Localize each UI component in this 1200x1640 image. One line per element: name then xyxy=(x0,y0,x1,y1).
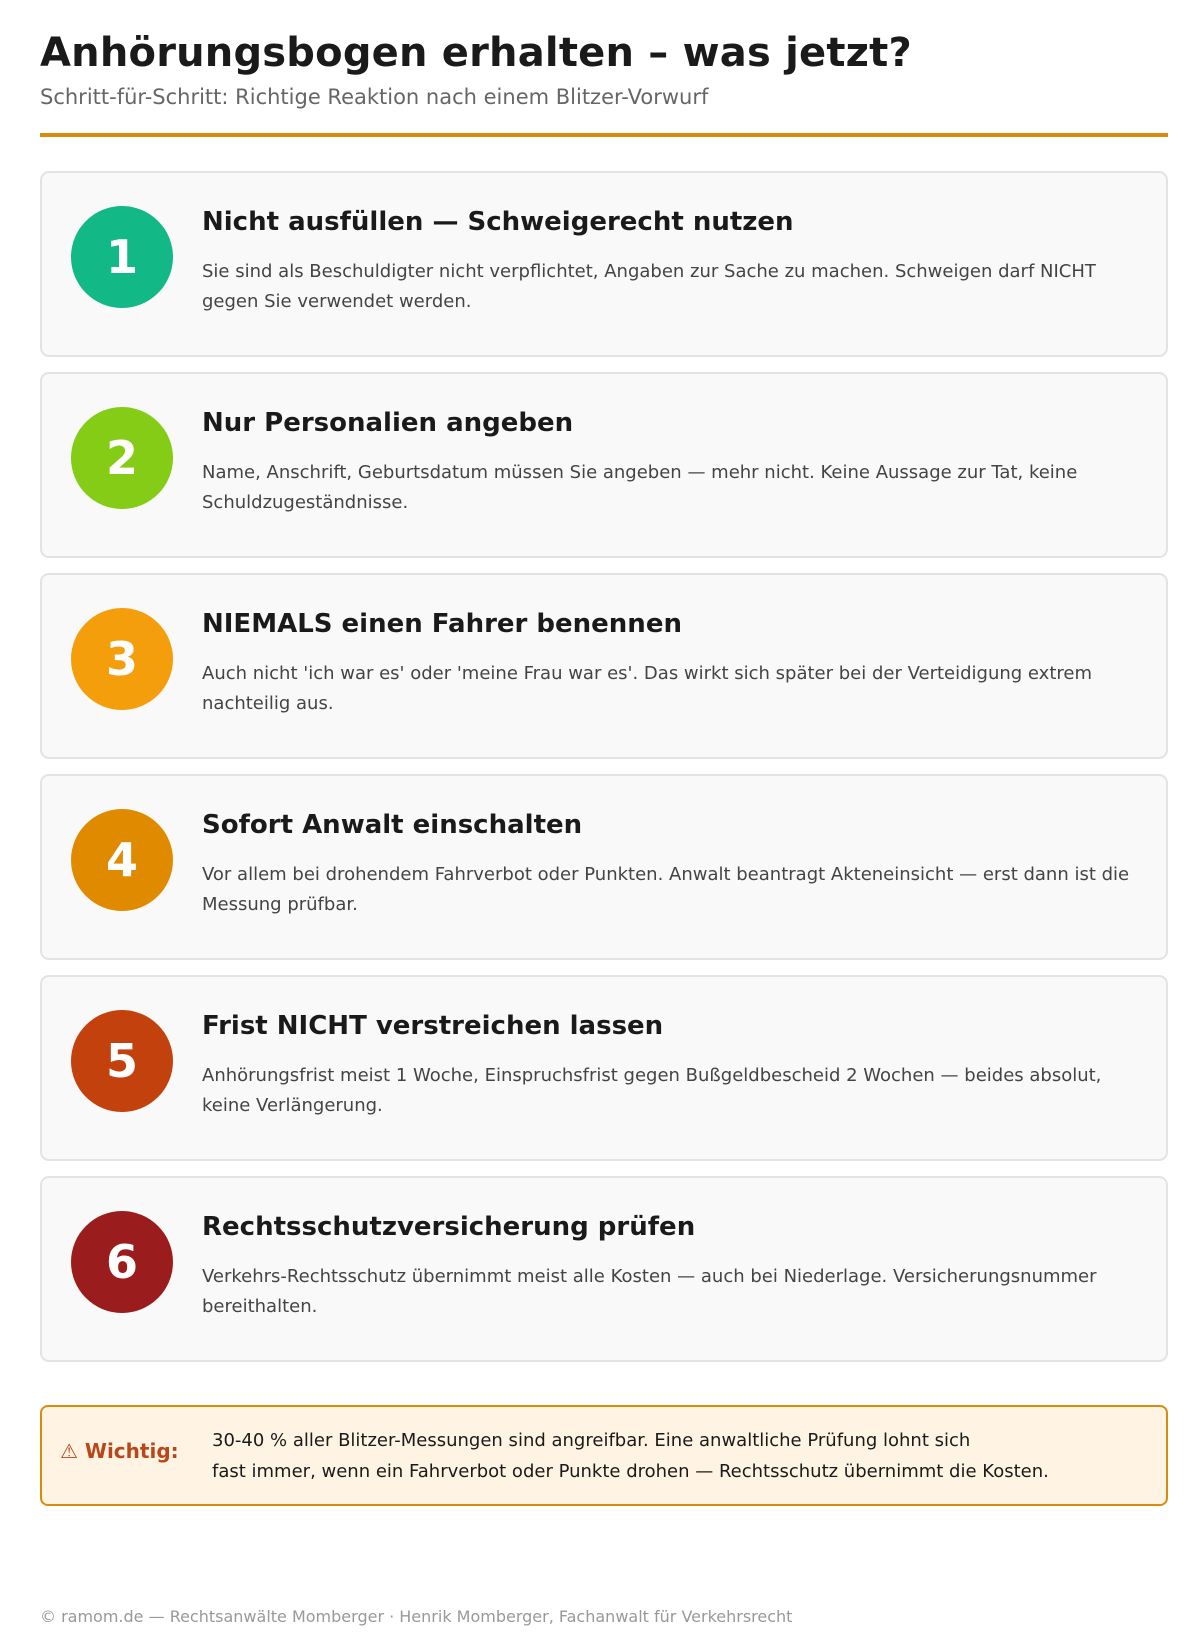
step-card xyxy=(40,372,1168,558)
page-subtitle: Schritt-für-Schritt: Richtige Reaktion nach einem Blitzer-Vorwurf xyxy=(40,85,709,109)
warning-label: ⚠ Wichtig: xyxy=(60,1439,179,1463)
step-card xyxy=(40,975,1168,1161)
step-text: Anhörungsfrist meist 1 Woche, Einspruchsfrist gegen Bußgeldbescheid 2 Wochen — beides absolut, keine Verlängerung. xyxy=(202,1065,1102,1116)
steps-list xyxy=(40,171,1168,1377)
note-line: fast immer, wenn ein Fahrverbot oder Punkte drohen — Rechtsschutz übernimmt die Kosten. xyxy=(212,1461,1049,1482)
step-title: NIEMALS einen Fahrer benennen xyxy=(202,609,682,639)
step-title: Frist NICHT verstreichen lassen xyxy=(202,1011,664,1041)
step-title: Rechtsschutzversicherung prüfen xyxy=(202,1212,696,1242)
step-text: Auch nicht 'ich war es' oder 'meine Frau war es'. Das wirkt sich später bei der Verteidigung extrem nachteilig aus. xyxy=(202,663,1093,714)
step-card xyxy=(40,171,1168,357)
step-card xyxy=(40,1176,1168,1362)
step-card xyxy=(40,573,1168,759)
step-title: Nicht ausfüllen — Schweigerecht nutzen xyxy=(202,207,794,237)
step-number-badge: 5 xyxy=(71,1010,173,1112)
important-note xyxy=(40,1405,1168,1506)
step-number-badge: 6 xyxy=(71,1211,173,1313)
note-line: 30-40 % aller Blitzer-Messungen sind angreifbar. Eine anwaltliche Prüfung lohnt sich xyxy=(212,1430,971,1451)
step-number-badge: 1 xyxy=(71,206,173,308)
step-text: Name, Anschrift, Geburtsdatum müssen Sie angeben — mehr nicht. Keine Aussage zur Tat, keine Schuldzugeständnisse. xyxy=(202,462,1078,513)
footer-copyright: © ramom.de — Rechtsanwälte Momberger · Henrik Momberger, Fachanwalt für Verkehrsrecht xyxy=(40,1607,793,1626)
step-number-badge: 3 xyxy=(71,608,173,710)
step-number-badge: 2 xyxy=(71,407,173,509)
step-text: Verkehrs-Rechtsschutz übernimmt meist alle Kosten — auch bei Niederlage. Versicherungsnummer bereithalten. xyxy=(202,1266,1097,1317)
step-title: Sofort Anwalt einschalten xyxy=(202,810,583,840)
step-text: Vor allem bei drohendem Fahrverbot oder Punkten. Anwalt beantragt Akteneinsicht — erst dann ist die Messung prüfbar. xyxy=(202,864,1130,915)
step-number-badge: 4 xyxy=(71,809,173,911)
page-title: Anhörungsbogen erhalten – was jetzt? xyxy=(40,30,912,76)
step-text: Sie sind als Beschuldigter nicht verpflichtet, Angaben zur Sache zu machen. Schweigen darf NICHT gegen Sie verwendet werden. xyxy=(202,261,1096,312)
step-card xyxy=(40,774,1168,960)
step-title: Nur Personalien angeben xyxy=(202,408,574,438)
note-text xyxy=(212,1425,1132,1487)
header-divider xyxy=(40,133,1168,137)
